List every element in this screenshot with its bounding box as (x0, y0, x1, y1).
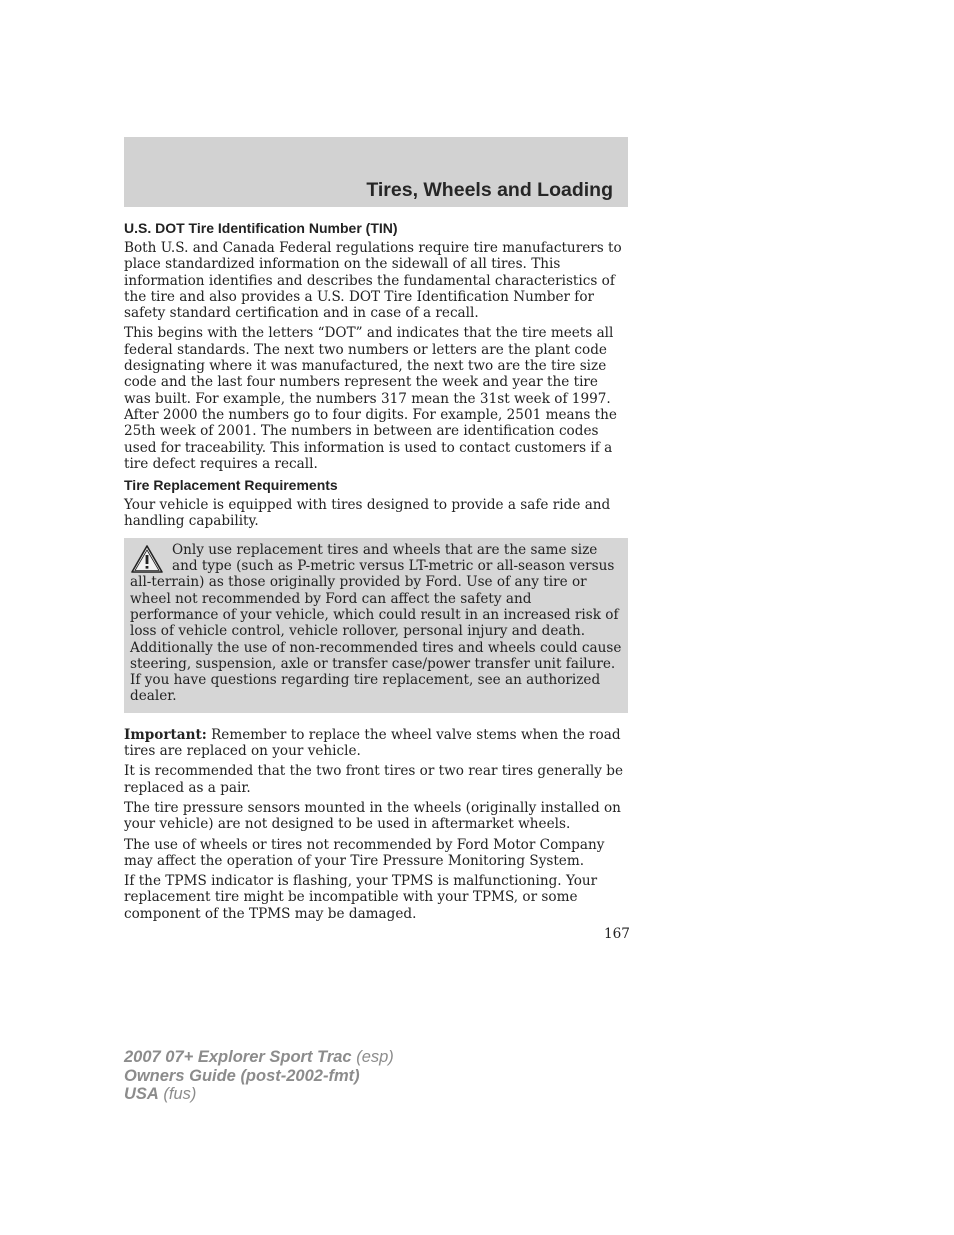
warning-triangle-icon (130, 544, 164, 574)
warning-box (124, 538, 628, 713)
footer-model: 2007 07+ Explorer Sport Trac (124, 1048, 352, 1066)
section-heading-replacement: Tire Replacement Requirements (124, 477, 338, 494)
important-paragraph (124, 727, 628, 760)
footer-market: USA (124, 1085, 159, 1103)
footer-guide: Owners Guide (post-2002-fmt) (124, 1066, 360, 1085)
paragraph: It is recommended that the two front tires or two rear tires generally be replaced as a pair. (124, 763, 623, 796)
paragraph: The tire pressure sensors mounted in the wheels (originally installed on your vehicle) are not designed to be used in aftermarket wheels. (124, 799, 621, 833)
paragraph: If the TPMS indicator is flashing, your TPMS is malfunctioning. Your replacement tire might be incompatible with your TPMS, or some component of the TPMS may be damaged. (124, 873, 598, 922)
paragraph: The use of wheels or tires not recommended by Ford Motor Company may affect the operation of your Tire Pressure Monitoring System. (124, 836, 605, 869)
paragraph: Your vehicle is equipped with tires designed to provide a safe ride and handling capability. (124, 497, 611, 530)
footer-line-1 (124, 1048, 394, 1067)
page-content (124, 220, 628, 926)
chapter-header (124, 137, 628, 207)
chapter-title: Tires, Wheels and Loading (366, 179, 613, 201)
section-heading-tin: U.S. DOT Tire Identification Number (TIN) (124, 220, 398, 236)
paragraph: This begins with the letters “DOT” and indicates that the tire meets all federal standards. The next two numbers or letters are the plant code designating where it was manufactured, the next two are the tire size code and the last four numbers represent the week and year the tire was built. For example, the numbers 317 mean the 31st week of 1997. After 2000 the numbers go to four digits. For example, 2501 means the 25th week of 2001. The numbers in between are identification codes used for traceability. This information is used to contact customers if a tire defect requires a recall. (124, 325, 617, 472)
page-number: 167 (604, 926, 630, 942)
paragraph: Both U.S. and Canada Federal regulations require tire manufacturers to place standardized information on the sidewall of all tires. This information identifies and describes the fundamental characteristics of the tire and also provides a U.S. DOT Tire Identification Number for safety standard certification and in case of a recall. (124, 240, 622, 322)
important-text: Remember to replace the wheel valve stems when the road tires are replaced on your vehicle. (124, 726, 621, 760)
footer-line-3 (124, 1085, 394, 1104)
footer-model-code: (esp) (351, 1048, 394, 1066)
footer-line-2 (124, 1067, 394, 1086)
footer-market-code: (fus) (158, 1085, 197, 1103)
warning-text: Only use replacement tires and wheels that are the same size and type (such as P-metric versus LT-metric or all-season versus all-terrain) as those originally provided by Ford. Use of any tire or wheel not recommended by Ford can affect the safety and performance of your vehicle, which could result in an increased risk of loss of vehicle control, vehicle rollover, personal injury and death. Additionally the use of non-recommended tires and wheels could cause steering, suspension, axle or transfer case/power transfer unit failure. If you have questions regarding tire replacement, see an authorized dealer. (130, 541, 622, 705)
important-label: Important: (124, 726, 207, 743)
document-footer (124, 1048, 394, 1104)
